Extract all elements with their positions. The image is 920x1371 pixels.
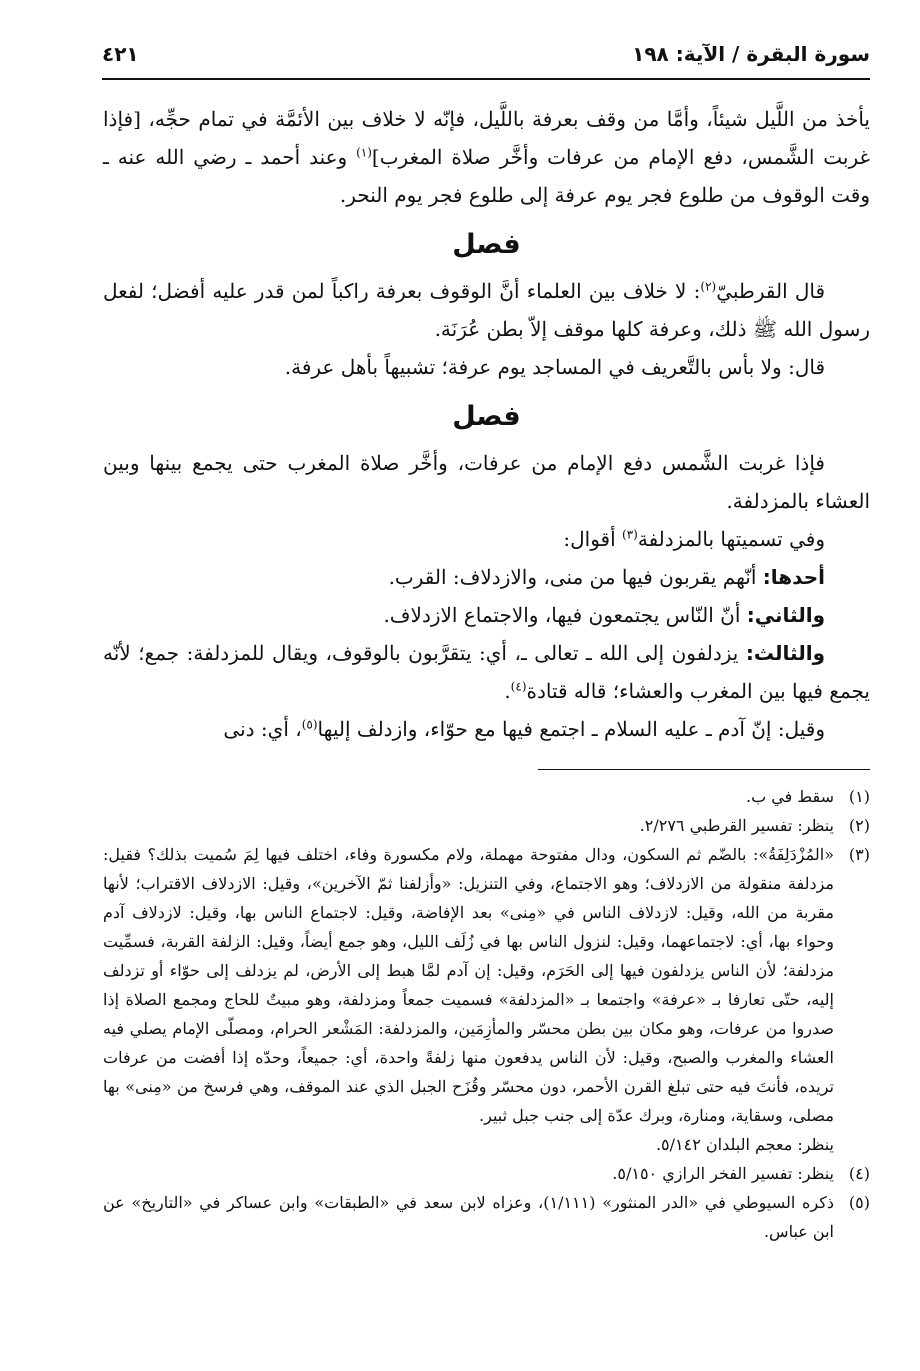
footnote [103,840,870,1159]
paragraph-1: يأخذ من اللَّيل شيئاً، وأمَّا من وقف بعرفة باللَّيل، فإنّه لا خلاف بين الأئمَّة في تمام حجِّه، [فإذا غربت الشَّمس، دفع الإمام من عرفات وأخَّر صلاة المغرب]$^{(١)}$ وعند أحمد ـ رضي الله عنه ـ وقت الوقوف من طلوع فجر يوم عرفة إلى طلوع فجر يوم النحر. [103,107,870,207]
paragraph-7: والثاني: أنّ النّاس يجتمعون فيها، والاجتماع الازدلاف. [383,603,825,627]
page-header [102,38,870,80]
paragraph-3: قال: ولا بأس بالتَّعريف في المساجد يوم عرفة؛ تشبيهاً بأهل عرفة. [284,355,825,379]
paragraph-8: والثالث: يزدلفون إلى الله ـ تعالى ـ، أي: يتقرَّبون بالوقوف، ويقال للمزدلفة: جمع؛ لأنّه يجمع فيها بين المغرب والعشاء؛ قاله قتادة$^{(٤)}$. [103,641,870,703]
footnote-ref[interactable]: (٤) [510,679,527,694]
list-label: والثاني: [746,603,825,627]
footnote [103,782,870,811]
paragraph-5: وفي تسميتها بالمزدلفة$^{(٣)}$ أقوال: [563,527,825,551]
footnote [103,1159,870,1188]
footnote-number: (٤) [848,1164,870,1183]
footnote-source: ينظر: معجم البلدان ٥/١٤٢. [655,1135,834,1154]
section-heading: فصل [452,401,521,432]
footnote-text: ينظر: تفسير القرطبي ٢/٢٧٦. [639,816,834,835]
paragraph-2: قال القرطبيّ$^{(٢)}$: لا خلاف بين العلماء أنَّ الوقوف بعرفة راكباً لمن قدر عليه أفضل؛ لفعل رسول الله ﷺ ذلك، وعرفة كلها موقف إلاّ بطن عُرَنَة. [103,279,870,341]
footnote-number: (٥) [848,1193,870,1212]
footnotes [103,782,870,1246]
running-title: سورة البقرة / الآية: ١٩٨ [624,42,870,66]
list-label: أحدها: [762,565,825,589]
footnote-separator [538,769,870,770]
footnote-text: ذكره السيوطي في «الدر المنثور» (١/١١١)، وعزاه لابن سعد في «الطبقات» وابن عساكر في «التاريخ» عن ابن عباس. [103,1193,835,1241]
footnote-text: «المُزْدَلِفَةُ»: بالضّم ثم السكون، ودال مفتوحة مهملة، ولام مكسورة وفاء، اختلف فيها لِمَ سُميت بذلك؟ فقيل: مزدلفة منقولة من الازدلاف؛ وهو الاجتماع، وفي التنزيل: «وأزلفنا ثمّ الآخرين»، وقيل: الازدلاف الاقتراب؛ لأنها مقربة من الله، وقيل: لازدلاف الناس في «مِنى» بعد الإفاضة، وقيل: لاجتماع الناس بها، وقيل: لازدلاف آدم وحواء بها، أي: لاجتماعهما، وقيل: لنزول الناس بها في زُلَف الليل، وهو جمع أيضاً، وقيل: الزلفة القربة، فسمِّيت مزدلفة؛ لأن الناس يزدلفون فيها إلى الحَرَم، وقيل: إن آدم لمَّا هبط إلى الأرض، لم يزدلف إلى حوّاء أو تزدلف إليه، حتّى تعارفا بـ «عرفة» واجتمعا بـ «المزدلفة» فسميت جمعاً ومزدلفة، وهو مبيتٌ للحاج ومجمع الصلاة إذا صدروا من عرفات، وهو مكان بين بطن محسّر والمأزِمَين، والمزدلفة: المَشْعر الحرام، ومصلّى الإمام يصلي فيه العشاء والمغرب والصبح، وقيل: لأن الناس يدفعون منها زلفةً واحدة، أي: جميعاً، وحدّه إذا أفضت من عرفات تريده، فأنتَ فيه حتى تبلغ القرن الأحمر، دون محسّر وقُزَح الجبل الذي عند الموقف، وهي فرسخ من «مِنى» بها مصلى، وسقاية، ومنارة، وبرك عدّة إلى جنب جبل ثبير. [103,845,835,1125]
footnote-ref[interactable]: (٣) [622,527,638,542]
page-number: ٤٢١ [102,42,147,66]
footnote-number: (١) [848,787,870,806]
main-text [103,100,870,748]
paragraph-9: وقيل: إنّ آدم ـ عليه السلام ـ اجتمع فيها مع حوّاء، وازدلف إليها$^{(٥)}$، أي: دنى [223,717,825,741]
paragraph-6: أحدها: أنّهم يقربون فيها من منى، والازدلاف: القرب. [388,565,825,589]
footnote-ref[interactable]: (٥) [301,717,318,732]
section-heading: فصل [452,229,521,260]
footnote-text: سقط في ب. [746,787,834,806]
footnote-number: (٣) [848,845,870,864]
footnote [103,811,870,840]
footnote-text: ينظر: تفسير الفخر الرازي ٥/١٥٠. [612,1164,834,1183]
footnote-ref[interactable]: (٢) [700,279,717,294]
list-label: والثالث: [745,641,825,665]
footnote [103,1188,870,1246]
paragraph-4: فإذا غربت الشَّمس دفع الإمام من عرفات، وأخَّر صلاة المغرب حتى يجمع بينها وبين العشاء بالمزدلفة. [103,451,870,513]
footnote-number: (٢) [848,816,870,835]
footnote-ref[interactable]: (١) [356,145,372,160]
